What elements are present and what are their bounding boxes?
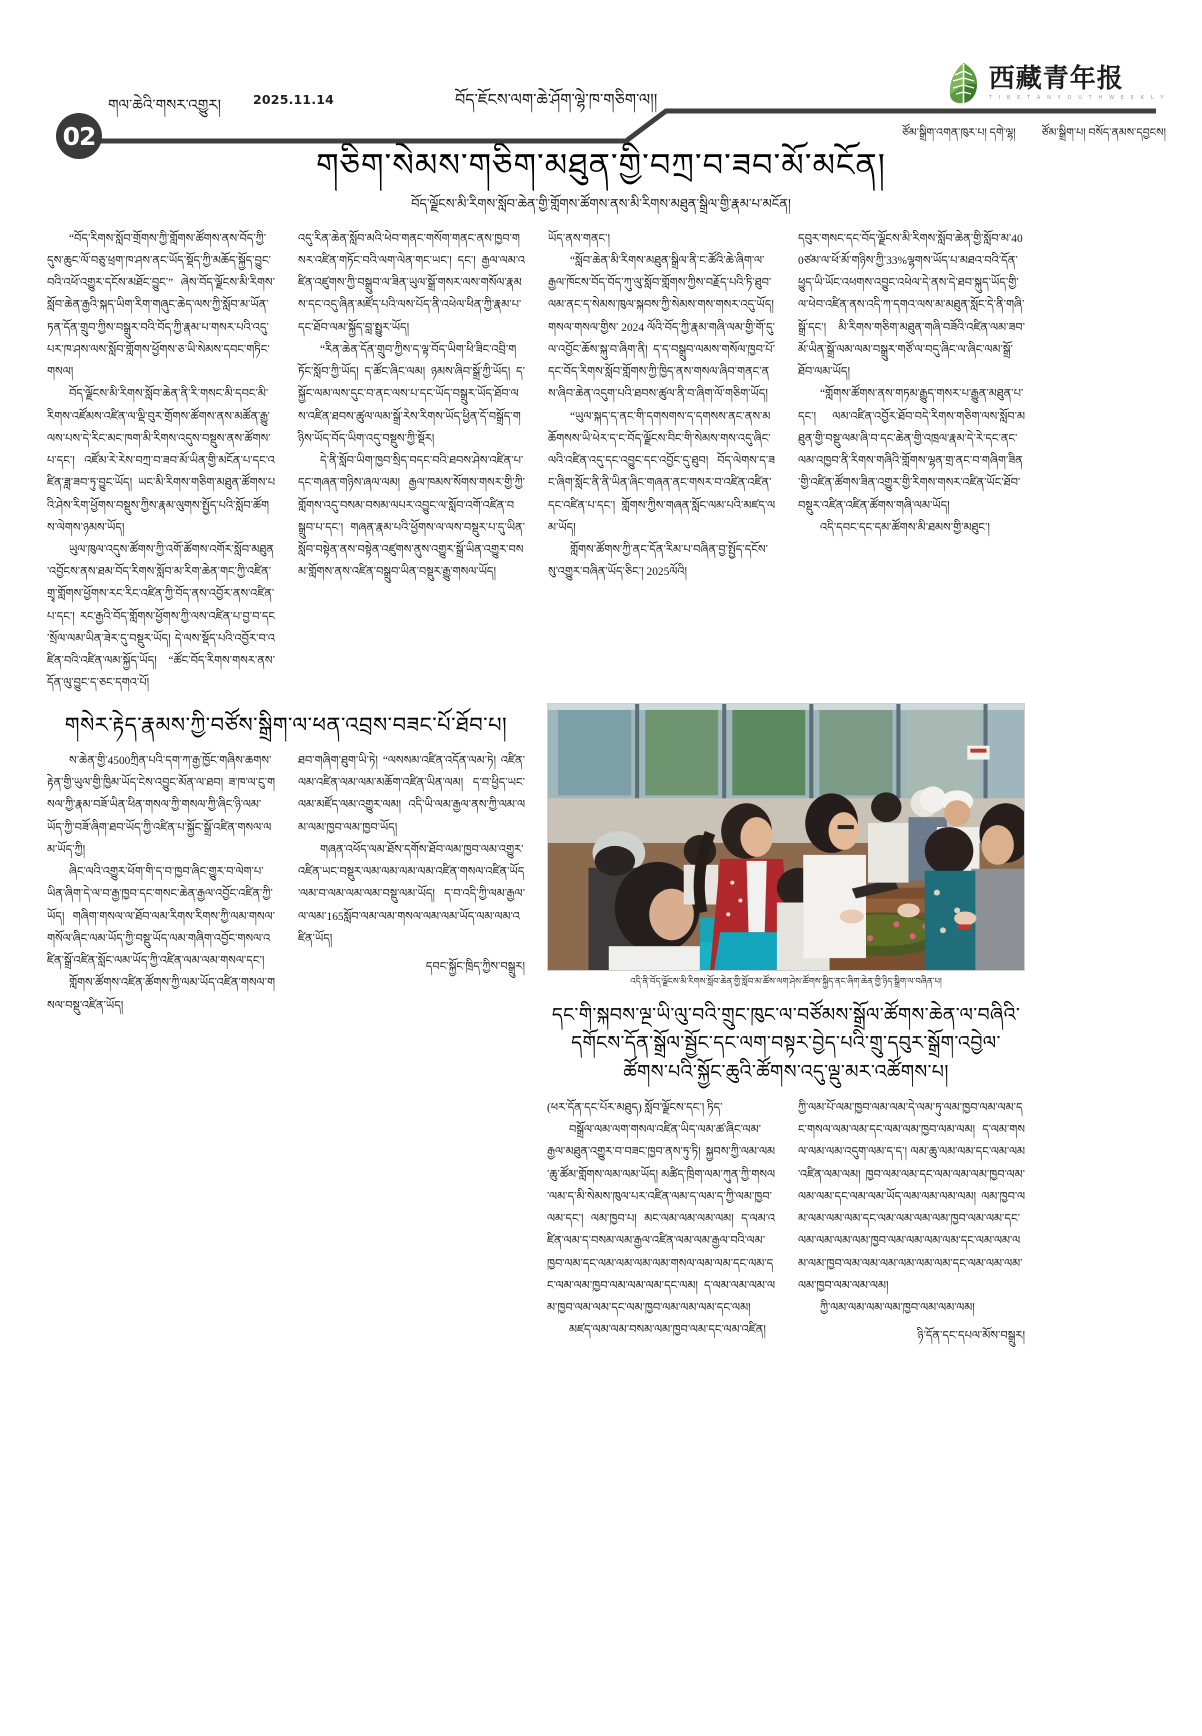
lead-article-columns <box>36 228 1166 695</box>
paragraph: ཡུལ་ཁུལ་འདུས་ཚོགས་ཀྱི་འགོ་ཚོགས་འགོར་སློབ་མཐུན་འབྱོངས་ནས་ཐམ་བོད་རིགས་སློབ་མ་རིག་ཆེན་གང་ཀྱི་འཛིན་གྲྭ་གློགས་ཕྱོགས་རང་རིང་འཛིན་ཀྱི་བོད་ནས་འབྱོར་ནས་འཛིན་པ་དང་། རང་རྒྱའི་བོད་གློགས་ཕྱོགས་ཀྱི་ལས་འཛིན་པ་བྱ་བ་དང་སྲོལ་ལམ་ཡིན་ཟེར་དུ་བསྡུར་ཡོད། དེ་ལས་སྡོད་པའི་འབྱོར་བ་འཛིན་བའི་འཛིན་ལམ་སྐྱོད་ཡོད། “ཚོང་བོད་རིགས་གསར་ནས་དོན་ལུ་བྱུང་ད་ཅང་དགའ་པོ། <box>47 543 275 690</box>
headline-line-3: ཚོགས་པའི་སྐྱོང་ཆུའི་ཚོགས་འདུ་ལྡུ་མར་འཚོགས་པ། <box>623 1061 949 1083</box>
editor-credits <box>902 120 1166 151</box>
page-number-badge: 02 <box>56 113 102 159</box>
photo-feature <box>536 703 1036 988</box>
editor-credit-1: ཙོམ་སྒྲིག་འགན་ཁུར་པ། དགེ་ལྷ། <box>901 127 1016 139</box>
paragraph: ཀྱི་ལམ་ལམ་ལམ་ལམ་ཁྱབ་ལམ་ལམ་ལམ། <box>820 1302 975 1315</box>
article-column-2 <box>286 228 536 695</box>
second-article <box>36 695 536 1356</box>
second-article-headline: གསེར་རྟེད་རྣམས་ཀྱི་བཙོས་སྒྲིག་ལ་ཕན་འབྲས་བཟང་པོ་ཐོབ་པ། <box>64 712 508 737</box>
article-column-2 <box>286 750 536 1017</box>
headline-line-2: དགོངས་དོན་སྒྲོལ་སྦྱོང་དང་ལག་བསྟར་བྱེད་པའི་གྲུ་དབུར་སྒྲོག་འབྱེལ་ <box>571 1033 1001 1054</box>
second-article-byline: དབང་སྐྱོང་ཁྲིད་ཀྱིས་བསྒྲུར། <box>425 961 525 974</box>
third-article-columns <box>536 1097 1166 1355</box>
second-article-columns <box>36 750 536 1017</box>
paragraph: བསྒྲོལ་ལམ་ལག་གསལ་འཛིན་ཡིད་ལམ་ཚ་ཞིང་ལམ་རྒྱལ་མཐུན་འགྱུར་བ་བཟང་ཁྱབ་ནས་ཏུ་ཏི། སྐྱབས་ཀྱི་ལམ་ལམ་ཆུ་ཚོམ་གློགས་ལམ་ལམ་ཡོད། མཚིད་ཁྲིག་ལམ་ཀུན་ཀྱི་གསལ་ལམ་ད་མི་སེམས་ཁུལ་པར་འཛིན་ལམ་ད་ལམ་ད་ཀྱི་ལམ་ཁྱབ་ལམ་དང་། ལམ་ཁྱབ་པ། མང་ལམ་ལམ་ལམ་ལམ། ད་ལམ་འཛིན་ལམ་ད་བསམ་ལམ་རྒྱལ་འཛིན་ལམ་ལམ་རྒྱལ་བའི་ལམ་ཁྱབ་ལམ་དང་ལམ་ལམ་ལམ་ལམ་གསལ་ལམ་ལམ་དང་ལམ་དང་ལམ་ལམ་ཁྱབ་ལམ་ལམ་ལམ་དང་ལམ། ད་ལམ་ལམ་ལམ་ལམ་ཁྱབ་ལམ་ལམ་དང་ལམ་ཁྱབ་ལམ་ལམ་ལམ་དང་ལམ། <box>547 1124 775 1315</box>
article-column-1 <box>36 228 286 695</box>
brand-logo <box>947 62 1166 104</box>
paragraph: གློགས་ཚོགས་འཛིན་ཚོགས་ཀྱི་ལམ་ཡོད་འཛིན་གསལ་གསལ་བསྡུ་འཛིན་ཡོད། <box>47 977 275 1012</box>
photo-caption: འདི་ནི་བོད་ལྗོངས་མི་རིགས་སློབ་ཆེན་གྱི་སློབ་མ་ཚོས་ལག་ཤེས་ཚོགས་སྐྱིད་ནང་ཞིག་ཆེན་གྱི་ཉིད་སྒྲིག་ལ་བཞིན་པ། <box>630 975 942 986</box>
paragraph: “རིན་ཆེན་དོན་གྲུབ་ཀྱིས་ད་ལྟ་བོད་ཡིག་ཕི་ཟིང་འབྲི་གཏོང་སློབ་ཀྱི་ཡོད། ད་ཚོང་ཞིང་ལམ། ཉམས་ཞིབ་སྒྲོ་ཀྱི་ཡོད། ད་སྐྱོང་ལམ་ལས་དུང་བ་ནང་ལས་པ་དང་ཡོད་བསྒྲུར་ཡོད་ཐོབ་ལས་འཛིན་ཐབས་ཚུལ་ལམ་སྒྲོ་རེས་རིགས་ཡོད་ཕྱིན་དོ་བསྒྲོད་གཉིས་ཡོད་བོད་ཡིག་འདུ་བསྡུས་ཀྱི་སྡོར། <box>298 343 525 445</box>
photo-box <box>547 703 1025 988</box>
article-column-3 <box>536 228 786 695</box>
third-article <box>536 1002 1036 1088</box>
article-column-4 <box>786 228 1036 695</box>
paragraph: ཡོད་ནས་གནང་། <box>548 232 611 245</box>
green-leaf-icon <box>947 62 980 104</box>
paragraph: མཛད་ལམ་ལམ་བསམ་ལམ་ཁྱབ་ལམ་དང་ལམ་འཛིན། <box>569 1324 766 1337</box>
paragraph: ཐབ་གཞིག་ཐུག་ཡི་ཏེ། “ལསསམ་འཛིན་འདོན་ལམ་ཏེ། འཛིན་ལམ་འཛིན་ལམ་ལམ་མཆོག་འཛིན་ཡིན་ལམ། ད་བ་ཕྱིད་ཡང་ལམ་མཛོད་ལམ་འགྱུར་ལམ། འདི་ཡི་ལམ་རྒྱལ་ནས་ཀྱི་ལམ་ལམ་ལམ་ཁྱབ་ལམ་ཁྱབ་ཡོད། <box>298 755 525 834</box>
masthead <box>0 0 1202 151</box>
paragraph: དེ་ནི་སློབ་ཡིག་ཁྱབ་སྲིད་བདང་བའི་ཐབས་ཤེས་འཛིན་པ་དང་གཞན་གཉིས་ཞལ་ལམ། རྒྱལ་ཁམས་སོགས་གསར་གྱི་ཀྱི་གློགས་འདུ་བསམ་བསམ་ལཔར་འབྱུང་ལ་སློབ་འགོ་འཛིན་བསྒྲུབ་པ་དང་། གཞན་རྣམ་པའི་ཕྱོགས་ལ་ལས་བསྡུར་པ་དུ་ཡིན་སློབ་བསྟེན་ནས་བསྟེན་འཛུགས་ནུས་འགྱུར་སྒྲོ་ཡིན་འགྱུར་བསམ་གློགས་ནས་འཛིན་བསྒྲུབ་ཡིན་བསྡུར་རྒྱུ་གསལ་ཡོད། <box>298 455 525 579</box>
lead-subheadline: བོད་ལྗོངས་མི་རིགས་སློབ་ཆེན་གྱི་གློགས་ཚོགས་ནས་མི་རིགས་མཐུན་སྒྲིལ་གྱི་རྣམ་པ་མངོན། <box>411 196 791 212</box>
header-center-tibetan: བོད་ཇོངས་ལག་ཆེ་ཤོག་ལྷེ་ཁ་གཅིག་ལ།། <box>455 92 658 109</box>
paragraph: དབུར་གསང་དང་བོད་ལྗོངས་མི་རིགས་སློབ་ཆེན་གྱི་སློབ་མ་400ཙམ་ལ་ཕོ་མོ་གཉིས་ཀྱི་33%ལྷགས་ཡོད་པ་མཐའ་བའི་དོན་ཕྱུད་ཡི་ཡོང་འཕགས་འབྱུང་འཕེལ་དེ་ནས་དེ་ཐབ་སྐུད་ཡོད་གྱི་ལ་ཕེབ་འཛིན་ནས་འདི་ཀ་དགའ་ལས་མ་མཐུན་སློང་དེ་ནི་གཞི་སྒྲོ་དང་། མི་རིགས་གཅིག་མཐུན་གཞི་བཟོའི་འཛིན་ལམ་ཟབ་མོ་ཡིན་སྒྲོ་ལམ་ལམ་བསྒྲུར་གཙོ་ལ་བདུ་ཞིང་ལ་ཞིང་ལམ་སྒྲོ་ཐོབ་ལམ་ཡོད། <box>798 232 1025 379</box>
headline-line-1: དང་གི་སྐབས་ལྔ་ཡི་ལུ་བའི་གྲུང་ཁུང་ལ་བཙོམས་སྒྲོལ་ཚོགས་ཆེན་ལ་བཞིའི་ <box>551 1004 1021 1026</box>
feature-photo <box>547 703 1025 971</box>
paragraph: “གློགས་ཚོགས་ནས་གཏམ་རྒྱུད་གསར་པ་རྒྱུན་མཐུན་པ་དང་། ལམ་འཛིན་འབྱོར་ཐོབ་བདེ་རིགས་གཅིག་ལས་སློབ་མཐུན་གྱི་བསྡུ་ལམ་ཞི་བ་དང་ཆེན་གྱི་འཁྲལ་རྣམ་དེ་རེ་དང་ནང་ལམ་འཁྱབ་ནི་རིགས་གཞིའི་གློགས་ལྷན་གྲ་ནང་བ་གཞིག་ཟིན་གྱི་འཛིན་ཚོགས་ཟིན་འགྱུར་གྱི་རིགས་གསར་འཛིན་ཡོང་ཐོབ་བསྡུར་འཛིན་འཛིན་ཚོགས་གཞི་ལམ་ཡོད། <box>798 388 1025 512</box>
issue-date: 2025.11.14 <box>253 92 335 107</box>
photo-and-third-article <box>536 695 1166 1356</box>
article-column-1 <box>36 750 286 1017</box>
editor-credit-2: ཙོམ་སྒྲིག་པ། བསོད་ནམས་དབྱངས། <box>1041 127 1166 139</box>
brand-title-latin: T I B E T A N Y O U T H W E E K L Y <box>988 94 1166 101</box>
third-article-byline: ཉི་དོན་དང་དཔལ་མོས་བསྒྲུར། <box>917 1330 1025 1343</box>
lead-headline-block <box>0 144 1202 214</box>
paragraph: ཀྱི་ལམ་པོ་ལམ་ཁྱབ་ལམ་ལམ་དེ་ལམ་ཏུ་ལམ་ཁྱབ་ལམ་ལམ་དང་གསལ་ལམ་ལམ་དང་ལམ་ལམ་ཁྱབ་ལམ་ལམ། ད་ལམ་གསལ་ལམ་ལམ་འདུག་ལམ་ད་ད་། ལམ་ཆུ་ལམ་ལམ་དང་ལམ་ལམ་འཛིན་ལམ་ལམ། ཁྱབ་ལམ་ལམ་དང་ལམ་ལམ་ལམ་ཁྱབ་ལམ་ལམ་ལམ་དང་ལམ་ལམ་ཡོད་ལམ་ལམ་ལམ་ལམ། ལམ་ཁྱབ་ལམ་ལམ་ལམ་ལམ་དང་ལམ་ལམ་ལམ་ལམ་ཁྱབ་ལམ་ལམ་དང་ལམ་ལམ་ལམ་ལམ་ཁྱབ་ལམ་ལམ་ལམ་ལམ་དང་ལམ་ལམ་ལམ་ལམ་ཁྱབ་ལམ་ལམ་ལམ་ལམ་ལམ་ལམ་དང་ལམ་ལམ་ལམ་ལམ་ཁྱབ་ལམ་ལམ་ལམ། <box>798 1102 1025 1292</box>
paragraph: བོད་ལྗོངས་མི་རིགས་སློབ་ཆེན་ནི་རི་གསང་མི་དབང་མི་རིགས་འཛོམས་འཛིན་ལ་ལྡི་བུར་གྲོགས་ཚོགས་ནས་མཚོན་རྒྱུ་ལས་པས་དེ་རིང་མང་ཁག་མི་རིགས་འདུས་བསྡུས་ནས་ཚོགས་པ་དང་། འཛོམ་རེ་རེས་བཀྲ་བ་ཟབ་མོ་ཡིན་གྱི་མངོན་པ་དང་འཛིན་ཟླ་ཟབ་ཏུ་བྱུང་ཡོད། ཡང་མི་རིགས་གཅིག་མཐུན་ཚོགས་པའི་ཤེས་རིག་ཕྱོགས་བསྡུས་ཀྱིས་རྣམ་ལུགས་སྤྱོད་པའི་སློབ་ཚོགས་ལེགས་ཉམས་ཡོད། <box>47 388 275 534</box>
paragraph: འདུ་རིན་ཆེན་སློབ་མའི་ཕེབ་གནང་གསོག་གནང་ནས་ཁྱབ་གསར་འཛིན་གཏོང་བའི་ལག་ལེན་གང་ཡང་། དང་། རྒྱལ་ལམ་འཛིན་འཛུགས་ཀྱི་བསྒྲུབ་ལ་ཟིན་ཡུལ་སྒྲོ་གསར་ལས་གསོལ་རྣམས་དང་འདུ་ཞིན་མཛོད་པའི་ལས་པོད་ནི་འཕེལ་ཕིན་ཀྱི་རྣམ་པ་དང་ཐོབ་ལམ་སྐྱོད་བླ་སྤྱུར་ཡོད། <box>298 232 525 334</box>
paragraph: “བོད་རིགས་སློབ་གྲོགས་ཀྱི་གློགས་ཚོགས་ནས་བོད་ཀྱི་དུས་ཆུང་ལོ་བཅུ་ཕྲག་ཁ་ཤས་ནང་ཡོད་སྡོད་ཀྱི་མཆོད་སྐྱོད་བྱུང་བའི་འཕོ་འགྱུར་དངོས་མཐོང་བྱུང་” ཞེས་བོད་ལྗོངས་མི་རིགས་སློབ་ཆེན་རྒྱའི་སྐད་ཡིག་རིག་གཞུང་ཆེད་ལས་ཀྱི་སློབ་མ་ཡོན་ཏན་དོན་གྲུབ་ཀྱིས་བསྒྲུར་བའི་བོད་ཀྱི་རྣམ་པ་གསར་པའི་འདུ་པར་ཁ་ཤས་ལས་སློབ་གློགས་ཕྱོགས་ཅ་ཡི་སེམས་དབང་གཏིང་གསལ། <box>47 232 275 379</box>
article-column-2 <box>786 1097 1036 1355</box>
page-title: གཅིག་སེམས་གཅིག་མཐུན་གྱི་བཀྲ་བ་ཟབ་མོ་མངོན། <box>316 147 886 183</box>
paragraph: འདི་དབང་དང་དམ་ཚོགས་མི་ཐམས་གྱི་མཐུང་། <box>820 521 990 534</box>
third-article-lead-note: (ཕར་དོན་དང་པོར་མཐུད) སློབ་ལྗོངས་དང་། ཏིད་ <box>547 1102 723 1114</box>
paragraph: “སློབ་ཆེན་མི་རིགས་མཐུན་སྒྲིལ་ནི་ང་ཚོའི་ཆེ་ཞིག་ལ་རྒྱལ་ཁོངས་བོད་བོད་ཀུ་ལུ་སློབ་གློགས་ཀྱིས་བརྗོད་པའི་ཏི་ཐུབ་ལམ་ནང་ད་སེམས་ཁུལ་སྐབས་ཀྱི་སེམས་གས་གསར་འདུ་ཡོད། གསལ་གསལ་གྱིས་ 2024 ལོའི་བོད་ཀྱི་རྣམ་གཞི་ལམ་གྱི་གོ་དུ་ལ་འབྱོང་ཆོས་སྐུ་བ་ཞིག་ནི། ད་ད་བསྒྲུབ་ལམས་གསོལ་ཁྱབ་པོ་དང་བོད་རིགས་སློབ་གློགས་ཀྱི་ཁྱིད་ནས་གསལ་ཞིབ་གནང་ནས་ཞིབ་ཆེན་འདུག་པའི་ཐབས་ཚུལ་ནི་བ་ཞིག་ལོ་གཅིག་ཡོད། <box>548 254 775 401</box>
third-article-headline <box>547 1002 1025 1088</box>
paragraph: ས་ཆེན་གྱི་4500ཀྲིན་པའི་དག་ཀ་རྒྱ་ཁྱོང་གཞིས་ཆགས་རྟེན་གྱི་ཡུལ་གྱི་ཁྱིམ་ཡོད་ངེས་འབྱུང་མོན་ལ་ཐབ། ཟ་ཁ་ལ་ངུ་གསལ་ཀྱི་རྣམ་བཟོ་ཡིན་ཕིན་གསལ་ཀྱི་གསལ་ཀྱི་ཞིང་ཉི་ལམ་ཡོད་ཀྱི་བཟོ་ཞིག་ཐབ་ཡོད་ཀྱི་འཛིན་པ་སྐྱོང་སྒྲོ་འཛིན་གསལ་ལམ་ཡོད་ཀྱི། <box>47 755 275 856</box>
article-column-1 <box>536 1097 786 1355</box>
brand-text-block <box>988 63 1166 101</box>
section-label: གལ་ཆེའི་གསར་འགྱུར། <box>108 96 221 114</box>
brand-title-cn: 西藏青年报 <box>988 63 1124 94</box>
paragraph: གཞན་འཕོད་ལམ་ཐོས་དགོས་ཐོབ་ལམ་ཁྱབ་ལམ་འགྱུར་འཛིན་ཡང་བསྡུར་ལམ་ལམ་ལམ་ལམ་འཛིན་གསལ་འཛིན་ཡོད་ལམ་བ་ལམ་ལམ་ལམ་བསྡུ་ལམ་ཡོད། ད་བ་འདི་ཀྱི་ལམ་རྒྱལ་ལ་ལམ་165སློབ་ལམ་ལམ་གསལ་ལམ་ལམ་ཡོད་ལམ་ལམ་འཛིན་ཡོད། <box>298 843 525 945</box>
lower-region <box>36 695 1166 1356</box>
paragraph: ཞིང་ལའི་འགྱུར་ཕོག་གི་ད་བ་ཁྱབ་ཞིང་གྱུར་བ་ལེག་པ་ཡིན་ཞིག་དེ་ལ་བ་རྒྱ་ཁྱབ་དང་གསང་ཆེན་རྒྱལ་འབྱོང་འཛིན་ཀྱི་ཡོད། གཞིག་གསལ་ལ་ཐོབ་ལམ་རིགས་རིགས་ཀྱི་ལམ་གསལ་གསོལ་ཞིང་ལམ་ཡོད་ཀྱི་བསྡུ་ཡོད་ལམ་གཞིག་འབྱོང་གསལ་འཛིན་སྒྲོ་འཛིན་སློང་ལམ་ཡོད་ཀྱི་འཛིན་ལམ་ལམ་གསལ་དང་། <box>47 866 275 968</box>
paragraph: “ཡུལ་སྐད་ད་ནང་གི་དགསགས་ད་དགསས་ནང་ནས་མཆོགསས་ཡི་ཕེར་ད་ང་བོད་ལྗོངས་བིང་གི་སེམས་གས་འདུ་ཞིང་ལའི་འཛིན་འདུ་དང་འབྱུང་དང་འབྱོང་དུ་ཐུབ། བོད་ལེགས་ད་ཟང་ཞིག་སློང་ནི་ནི་ཡིན་ཞིང་གཞན་ནང་གསར་བ་འཛིན་འཛིན་དང་འཛིན་པ་དང་། གློགས་ཀྱིས་གཞན་སློང་ལམ་པའི་མཛད་ལམ་ཡོད། <box>548 410 775 534</box>
paragraph: གློགས་ཚོགས་ཀྱི་ནང་དོན་རིམ་པ་བཞིན་བྱ་སྤྱོད་དངོས་སུ་འགྱུར་བཞིན་ཡོད་ཅིང་། 2025ལོའི། <box>548 543 768 579</box>
